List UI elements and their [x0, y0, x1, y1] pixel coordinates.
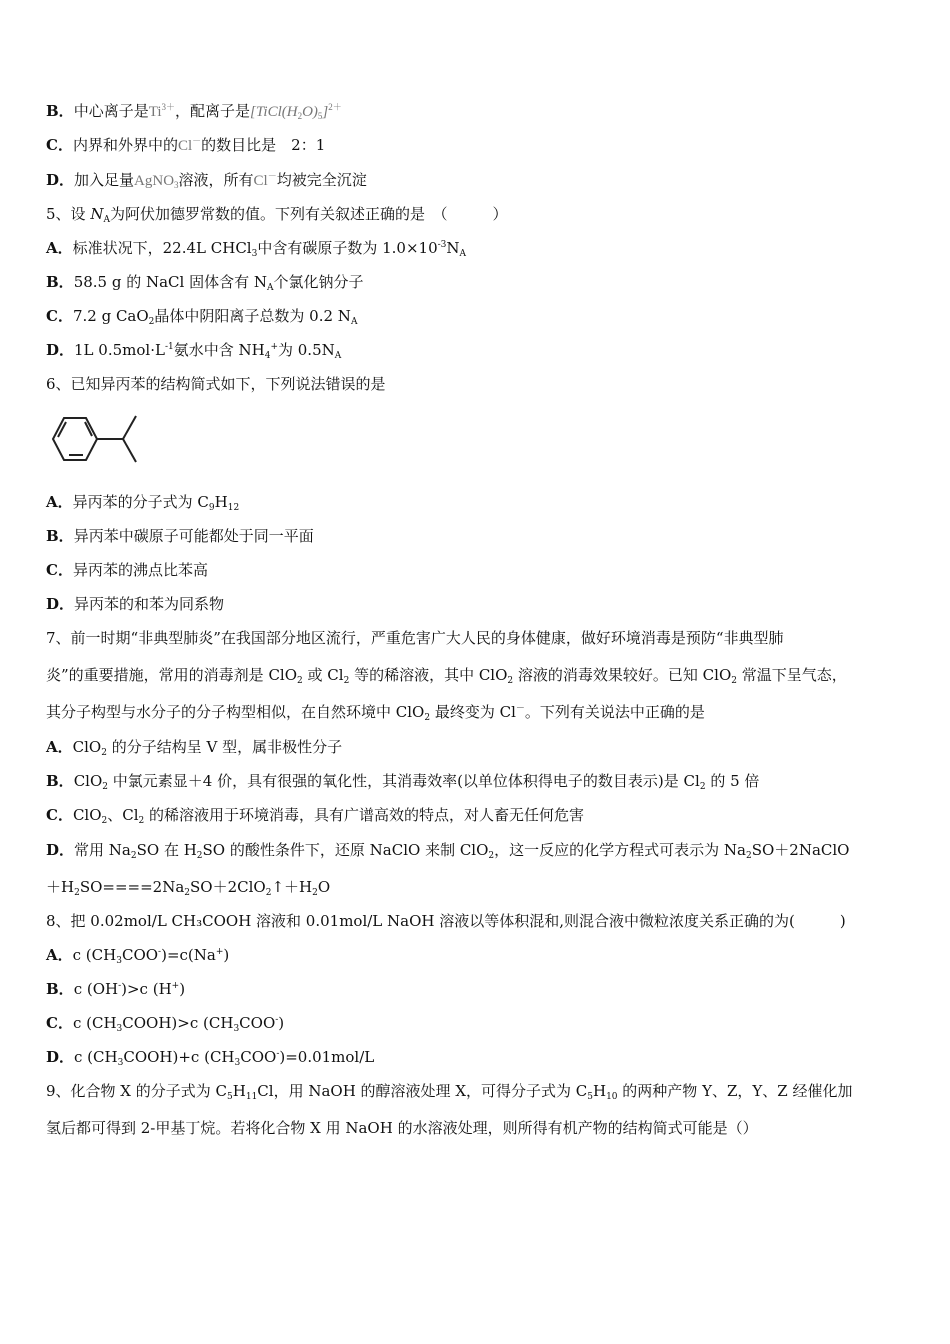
- benzene-ring: [53, 418, 97, 460]
- methyl-bond: [123, 439, 136, 462]
- q7-option-a: A．ClO$_2$ 的分子结构呈 V 型，属非极性分子: [46, 738, 343, 758]
- q5-option-b: B．58.5 g 的 NaCl 固体含有 $N_A$个氯化钠分子: [46, 273, 364, 293]
- q7-stem-line2: 炎”的重要措施，常用的消毒剂是 ClO$_2$ 或 $Cl_2$ 等的稀溶液，其中 ClO$_2$ 溶液的消毒效果较好。已知 ClO$_2$ 常温下呈气态，: [46, 666, 847, 686]
- methyl-bond: [123, 416, 136, 439]
- q7-stem-line3: 其分子构型与水分子的分子构型相似，在自然环境中 ClO$_2$ 最终变为 Cl－。下列有关说法中正确的是: [46, 703, 705, 723]
- isopropylbenzene-structure: [46, 412, 146, 474]
- q8-option-b: B．c (OH-)>c (H+): [46, 980, 186, 998]
- q9-stem-line1: 9、化合物 X 的分子式为 $C_5H_{11}Cl$，用 NaOH 的醇溶液处理 X，可得分子式为 $C_5H_{10}$ 的两种产物 Y、Z，Y、Z 经催化加: [46, 1082, 853, 1102]
- q5-option-d: D．1L $0.5mol\cdot L^{-1}$氨水中含 $NH_4^+$为 $0.5N_A$: [46, 341, 342, 361]
- q9-stem-line2: 氢后都可得到 2-甲基丁烷。若将化合物 X 用 NaOH 的水溶液处理，则所得有机产物的结构简式可能是（）: [46, 1119, 758, 1137]
- q8-option-c: C．c $(CH_3COOH)>c$ $(CH_3COO^-)$: [46, 1014, 285, 1034]
- q7-option-b: B．ClO$_2$ 中氯元素显＋4 价，具有很强的氧化性，其消毒效率(以单位体积得电子的数目表示)是 $Cl_2$ 的 5 倍: [46, 772, 760, 792]
- q7-option-d: D．常用 $Na_2SO$ 在 $H_2SO$ 的酸性条件下，还原 NaClO 来制 ClO$_2$，这一反应的化学方程式可表示为 $Na_2SO+2NaClO$: [46, 841, 850, 861]
- q4-option-c: C．内界和外界中的Cl－的数目比是 2：1: [46, 136, 326, 154]
- q6-option-c: C．异丙苯的沸点比苯高: [46, 561, 208, 579]
- q8-option-a: A．c $(CH_3COO^-)=c(Na^+)$: [46, 946, 230, 966]
- q5-option-a: A．标准状况下，22.4L CHCl$_3$中含有碳原子数为 $1.0\times 10^{-3}N_A$: [46, 239, 467, 259]
- q6-stem: 6、已知异丙苯的结构简式如下，下列说法错误的是: [46, 375, 386, 393]
- q6-option-b: B．异丙苯中碳原子可能都处于同一平面: [46, 527, 314, 545]
- q6-option-a: A．异丙苯的分子式为 $C_9H_{12}$: [46, 493, 240, 513]
- q5-option-c: C．7.2 g CaO$_2$晶体中阴阳离子总数为 0.2 $N_A$: [46, 307, 358, 327]
- q5-stem: 5、设 $N_A$为阿伏加德罗常数的值。下列有关叙述正确的是 （ ）: [46, 205, 508, 225]
- q7-stem-line1: 7、前一时期“非典型肺炎”在我国部分地区流行，严重危害广大人民的身体健康，做好环境消毒是预防“非典型肺: [46, 629, 784, 647]
- q4-option-d: D．加入足量AgNO$_3$溶液，所有Cl－均被完全沉淀: [46, 171, 367, 190]
- q6-option-d: D．异丙苯的和苯为同系物: [46, 595, 225, 613]
- q7-option-c: C．ClO$_2$、$Cl_2$ 的稀溶液用于环境消毒，具有广谱高效的特点，对人畜无任何危害: [46, 806, 585, 826]
- ring-double-bond: [58, 422, 66, 437]
- q4-option-b: B．中心离子是$Ti^{3+}$，配离子是$[TiCl(H_2O)_5]^{2+}$: [46, 102, 342, 121]
- q8-option-d: D．c $(CH_3COOH)+c$ $(CH_3COO^-)=0.01mol/L$: [46, 1048, 375, 1068]
- q7-option-d-cont: $+H_2SO====2Na_2SO+2ClO_2↑+H_2O$: [46, 878, 331, 898]
- q8-stem: 8、把 0.02mol/L CH₃COOH 溶液和 0.01mol/L NaOH 溶液以等体积混和,则混合液中微粒浓度关系正确的为( ): [46, 912, 846, 930]
